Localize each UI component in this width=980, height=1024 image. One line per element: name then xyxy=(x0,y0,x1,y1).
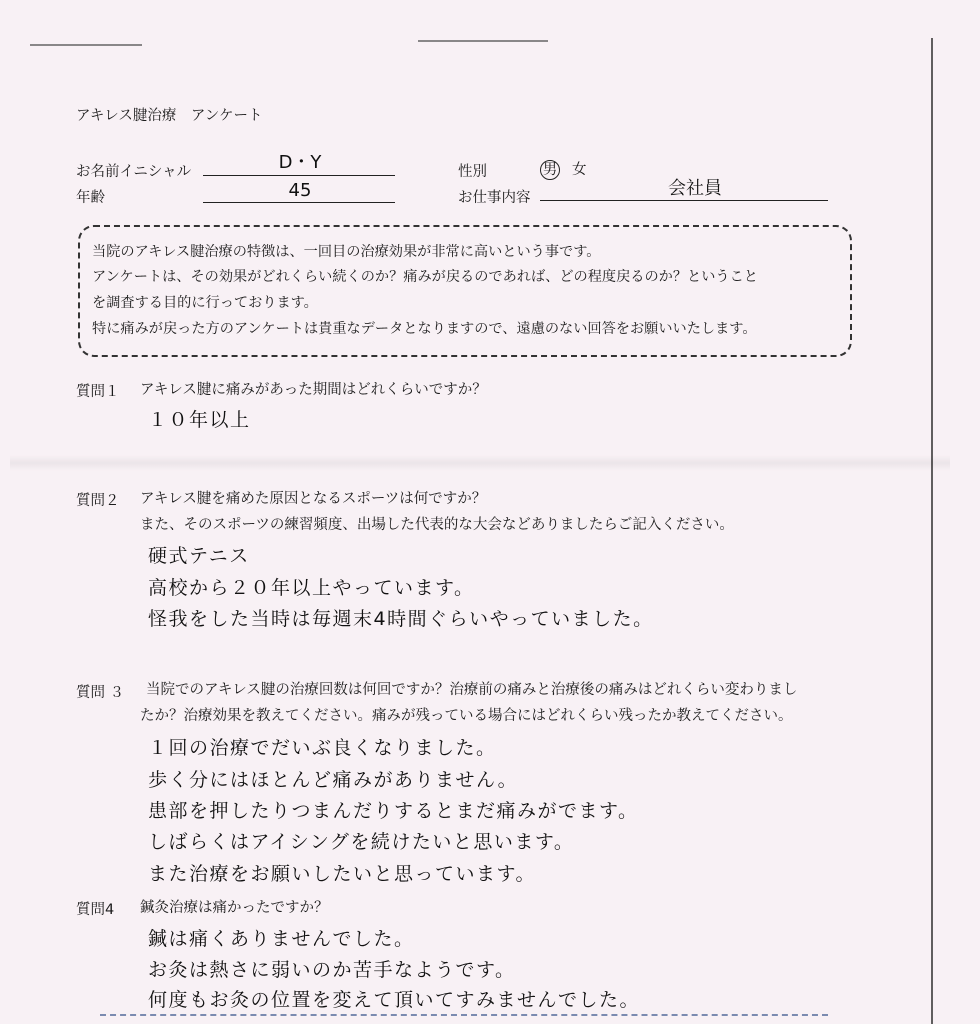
scan-edge-border xyxy=(931,38,933,1024)
question-2-answer: 硬式テニス xyxy=(148,545,250,567)
notice-line: 特に痛みが戻った方のアンケートは貴重なデータとなりますので、遠慮のない回答をお願いいたします。 xyxy=(92,321,757,337)
question-3-text: たか？治療効果を教えてください。痛みが残っている場合にはどれくらい残ったか教えてください。 xyxy=(140,708,793,724)
age-value: 45 xyxy=(288,180,312,201)
gender-female: 女 xyxy=(572,162,587,178)
age-label: 年齢 xyxy=(76,190,105,206)
question-2-text: アキレス腱を痛めた原因となるスポーツは何ですか？ xyxy=(140,491,487,507)
question-4-answer: お灸は熱さに弱いのか苦手なようです。 xyxy=(148,959,516,981)
question-1-text: アキレス腱に痛みがあった期間はどれくらいですか？ xyxy=(140,382,487,398)
gender-male-selected: 男 xyxy=(540,160,560,180)
job-label: お仕事内容 xyxy=(458,190,531,206)
question-3-text: 当院でのアキレス腱の治療回数は何回ですか？治療前の痛みと治療後の痛みはどれくらい変わりまし xyxy=(146,682,798,698)
question-2-text: また、そのスポーツの練習頻度、出場した代表的な大会などありましたらご記入ください。 xyxy=(140,517,734,533)
job-underline xyxy=(540,200,828,201)
scan-edge-line-right xyxy=(418,40,548,42)
page-title: アキレス腱治療 アンケート xyxy=(76,108,263,124)
question-3-label: 質問 ３ xyxy=(76,685,125,701)
question-3-answer: 歩く分にはほとんど痛みがありません。 xyxy=(148,769,519,791)
question-1-label: 質問１ xyxy=(76,384,120,400)
initials-label: お名前イニシャル xyxy=(76,164,192,180)
scan-edge-line-left xyxy=(30,44,142,46)
notice-line: を調査する目的に行っております。 xyxy=(92,295,318,311)
notice-line: 当院のアキレス腱治療の特徴は、一回目の治療効果が非常に高いという事です。 xyxy=(92,244,601,260)
question-4-answer: 鍼は痛くありませんでした。 xyxy=(148,928,415,950)
question-4-answer: 何度もお灸の位置を変えて頂いてすみませんでした。 xyxy=(148,989,641,1011)
age-underline xyxy=(203,202,395,203)
question-2-answer: 怪我をした当時は毎週末4時間ぐらいやっていました。 xyxy=(148,608,654,630)
job-value: 会社員 xyxy=(668,178,722,199)
initials-value: D・Y xyxy=(278,152,322,173)
question-4-text: 鍼灸治療は痛かったですか？ xyxy=(140,900,329,916)
question-3-answer: しばらくはアイシングを続けたいと思います。 xyxy=(148,831,575,853)
question-3-answer: １回の治療でだいぶ良くなりました。 xyxy=(148,737,497,759)
notice-box xyxy=(78,225,852,357)
question-2-label: 質問２ xyxy=(76,493,120,509)
initials-underline xyxy=(203,175,395,176)
notice-line: アンケートは、その効果がどれくらい続くのか？痛みが戻るのであれば、どの程度戻るのか？ということ xyxy=(92,269,758,285)
question-4-label: 質問4 xyxy=(76,902,115,918)
gender-label: 性別 xyxy=(458,164,487,180)
question-3-answer: 患部を押したりつまんだりするとまだ痛みがでます。 xyxy=(148,800,639,822)
question-1-answer: １０年以上 xyxy=(148,409,251,431)
footer-dashed-line xyxy=(100,1014,828,1016)
question-2-answer: 高校から２０年以上やっています。 xyxy=(148,577,475,599)
question-3-answer: また治療をお願いしたいと思っています。 xyxy=(148,863,536,885)
scan-smudge xyxy=(10,455,950,471)
